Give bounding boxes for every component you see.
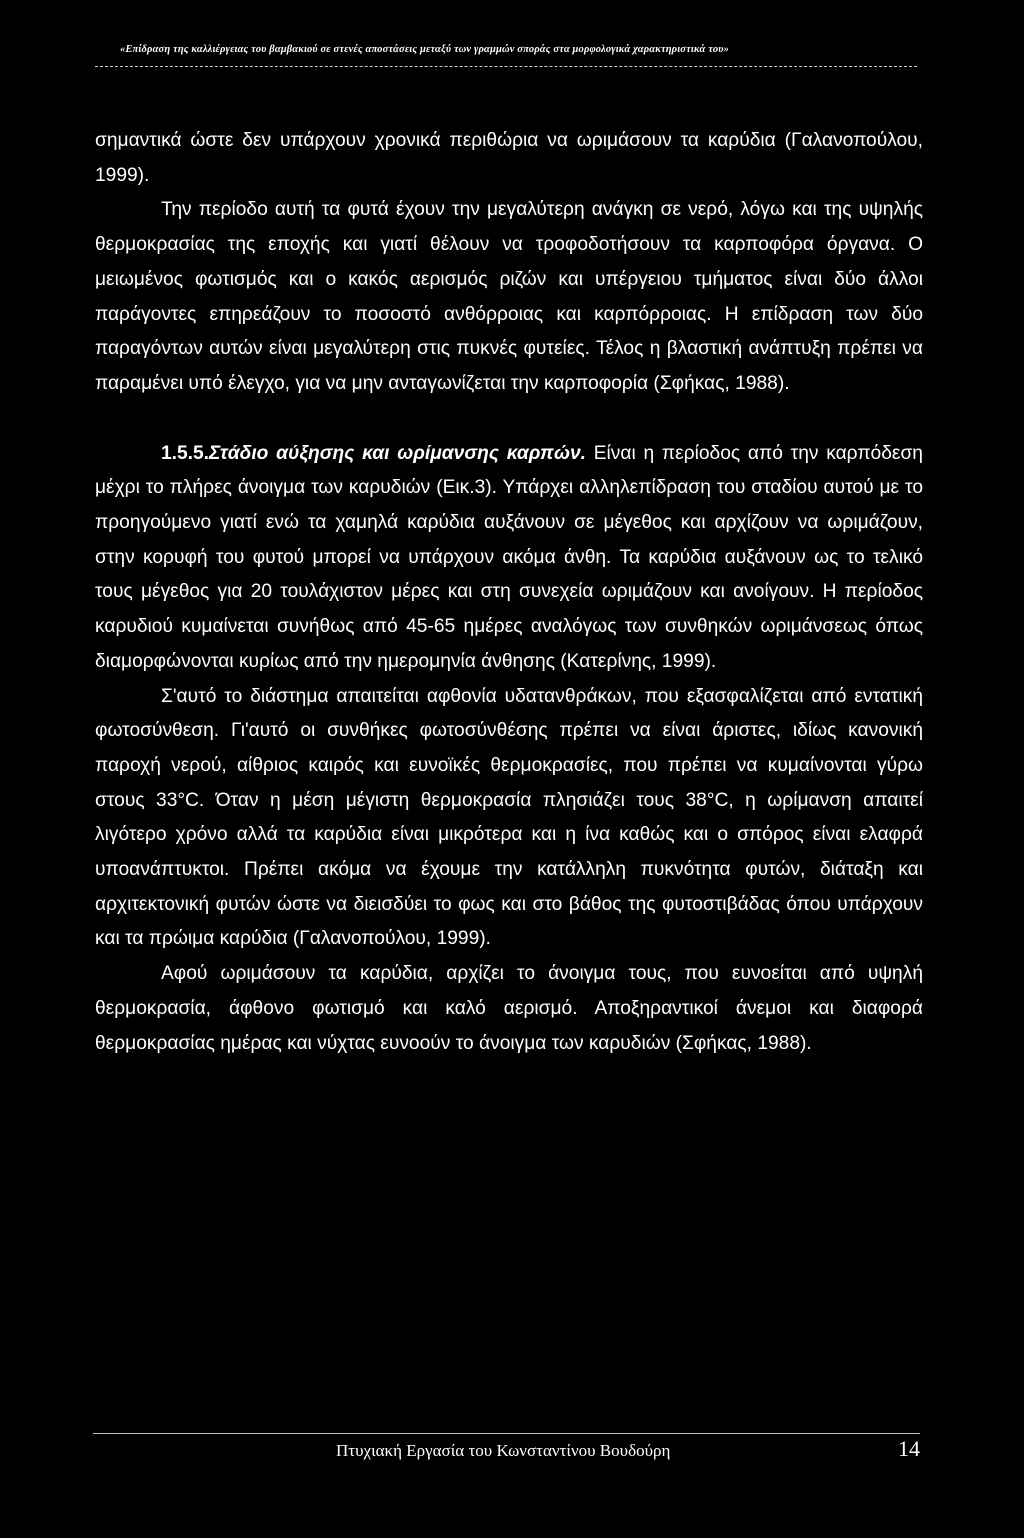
- paragraph-continuation: σημαντικά ώστε δεν υπάρχουν χρονικά περιθώρια να ωριμάσουν τα καρύδια (Γαλανοπούλου, 1999).: [95, 130, 923, 186]
- running-header: «Επίδραση της καλλιέργειας του βαμβακιού σε στενές αποστάσεις μεταξύ των γραμμών σποράς στα μορφολογικά χαρακτηριστικά του»: [120, 44, 729, 55]
- footer-divider: [93, 1433, 920, 1434]
- document-body: [95, 124, 923, 1061]
- footer-author: Πτυχιακή Εργασία του Κωνσταντίνου Βουδούρη: [336, 1441, 671, 1460]
- header-divider: [95, 66, 917, 67]
- paragraph-water-needs: Την περίοδο αυτή τα φυτά έχουν την μεγαλύτερη ανάγκη σε νερό, λόγω και της υψηλής θερμοκρασίας της εποχής και γιατί θέλουν να τροφοδοτήσουν τα καρποφόρα όργανα. Ο μειωμένος φωτισμός και ο κακός αερισμός ριζών και υπέργειου τμήματος είναι δύο άλλοι παράγοντες επηρεάζουν το ποσοστό ανθόρροιας και καρπόρροιας. Η επίδραση των δύο παραγόντων αυτών είναι μεγαλύτερη στις πυκνές φυτείες. Τέλος η βλαστική ανάπτυξη πρέπει να παραμένει υπό έλεγχο, για να μην ανταγωνίζεται την καρποφορία (Σφήκας, 1988).: [95, 199, 923, 394]
- paragraph-boll-opening: Αφού ωριμάσουν τα καρύδια, αρχίζει το άνοιγμα τους, που ευνοείται από υψηλή θερμοκρασία, άφθονο φωτισμό και καλό αερισμό. Αποξηραντικοί άνεμοι και διαφορά θερμοκρασίας ημέρας και νύχτας ευνοούν το άνοιγμα των καρυδιών (Σφήκας, 1988).: [95, 963, 923, 1054]
- paragraph-carbohydrates: Σ'αυτό το διάστημα απαιτείται αφθονία υδατανθράκων, που εξασφαλίζεται από εντατική φωτοσύνθεση. Γι'αυτό οι συνθήκες φωτοσύνθέσης πρέπει να είναι άριστες, ιδίως κανονική παροχή νερού, αίθριος καιρός και ευνοϊκές θερμοκρασίες, που πρέπει να κυμαίνονται γύρω στους 33°C. Όταν η μέση μέγιστη θερμοκρασία πλησιάζει τους 38°C, η ωρίμανση απαιτεί λιγότερο χρόνο αλλά τα καρύδια είναι μικρότερα και η ίνα καθώς και ο σπόρος είναι ελαφρά υποανάπτυκτοι. Πρέπει ακόμα να έχουμε την κατάλληλη πυκνότητα φυτών, διάταξη και αρχιτεκτονική φυτών ώστε να διεισδύει το φως και στο βάθος της φυτοστιβάδας όπου υπάρχουν και τα πρώιμα καρύδια (Γαλανοπούλου, 1999).: [95, 685, 923, 950]
- section-number: 1.5.5.: [161, 442, 210, 464]
- section-paragraph: [95, 437, 923, 680]
- section-text: Είναι η περίοδος από την καρπόδεση μέχρι το πλήρες άνοιγμα των καρυδιών (Εικ.3). Υπάρχει αλληλεπίδραση του σταδίου αυτού με το προηγούμενο γιατί ενώ τα χαμηλά καρύδια αυξάνουν σε μέγεθος και αρχίζουν να ωριμάζουν, στην κορυφή του φυτού μπορεί να υπάρχουν ακόμα άνθη. Τα καρύδια αυξάνουν ως το τελικό τους μέγεθος για 20 τουλάχιστον μέρες και στη συνεχεία ωριμάζουν και ανοίγουν. Η περίοδος καρυδιού κυμαίνεται συνήθως από 45-65 ημέρες αναλόγως των συνθηκών ωριμάνσεως όπως διαμορφώνονται κυρίως από την ημερομηνία άνθησης (Κατερίνης, 1999).: [95, 442, 923, 672]
- page-number: 14: [898, 1436, 920, 1461]
- section-title: Στάδιο αύξησης και ωρίμανσης καρπών.: [209, 442, 586, 464]
